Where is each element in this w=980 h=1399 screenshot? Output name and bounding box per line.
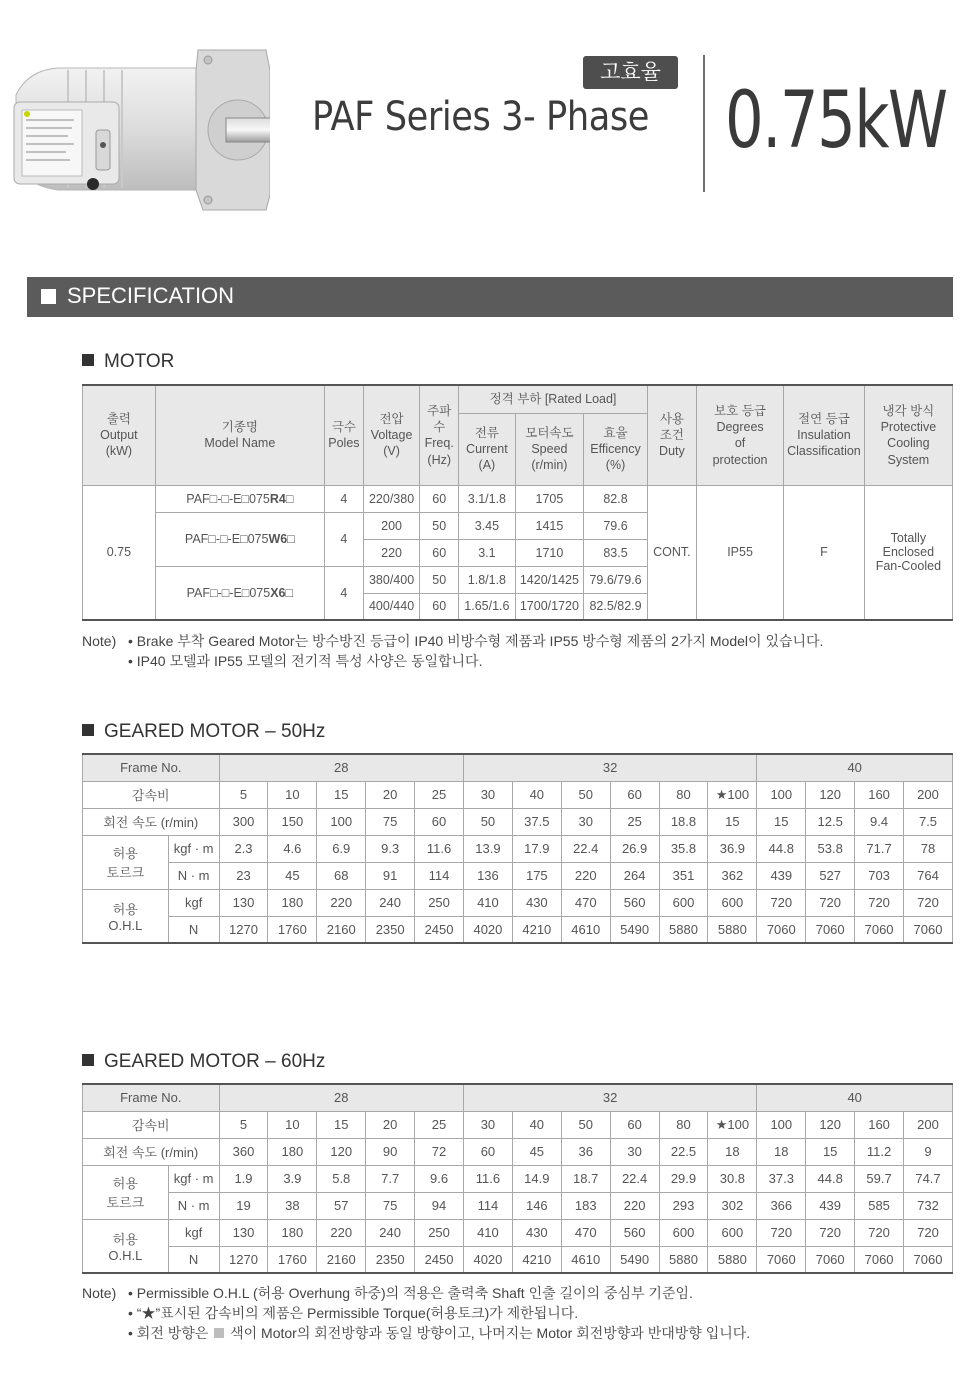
torque-kgfm-value: 9.3	[366, 835, 415, 862]
speed-value: 9	[904, 1138, 953, 1165]
torque-kgfm-value: 37.3	[757, 1165, 806, 1192]
poles-value: 4	[324, 566, 363, 620]
ohl-n-value: 5880	[659, 1246, 708, 1273]
motor-note: Note) • Brake 부착 Geared Motor는 방수방진 등급이 IP40 비방수형 제품과 IP55 방수형 제품의 2가지 Model이 있습니다. • IP40 모델과 IP55 모델의 전기적 특성 사양은 동일합니다.	[82, 633, 824, 669]
ratio-value: 15	[317, 781, 366, 808]
ohl-kgf-value: 600	[708, 1219, 757, 1246]
torque-kgfm-value: 9.6	[415, 1165, 464, 1192]
torque-kgfm-value: 22.4	[610, 1165, 659, 1192]
speed-value: 9.4	[855, 808, 904, 835]
ratio-value: 30	[463, 781, 512, 808]
ohl-kgf-value: 720	[806, 1219, 855, 1246]
model-name: PAF□-□-E□075X6□	[155, 566, 324, 620]
ohl-n-value: 5490	[610, 916, 659, 943]
ohl-n-value: 4610	[561, 1246, 610, 1273]
duty-value: CONT.	[647, 485, 696, 620]
torque-nm-value: 585	[855, 1192, 904, 1219]
ohl-n-value: 7060	[904, 1246, 953, 1273]
torque-nm-value: 94	[415, 1192, 464, 1219]
ohl-kgf-value: 470	[561, 1219, 610, 1246]
torque-kgfm-value: 29.9	[659, 1165, 708, 1192]
torque-kgfm-value: 36.9	[708, 835, 757, 862]
ohl-n-value: 7060	[757, 916, 806, 943]
torque-nm-value: 220	[561, 862, 610, 889]
torque-kgfm-value: 14.9	[512, 1165, 561, 1192]
speed-value: 90	[366, 1138, 415, 1165]
specification-title: SPECIFICATION	[67, 283, 235, 308]
square-bullet-icon	[82, 354, 94, 366]
freq-value: 60	[420, 593, 459, 620]
speed-value: 7.5	[904, 808, 953, 835]
ohl-kgf-value: 430	[512, 1219, 561, 1246]
header-current: 전류 Current (A)	[459, 413, 515, 485]
current-value: 3.1	[459, 539, 515, 566]
ratio-value: 120	[806, 781, 855, 808]
torque-nm-value: 175	[512, 862, 561, 889]
ratio-value: 60	[610, 781, 659, 808]
ohl-kgf-value: 130	[219, 889, 268, 916]
ohl-n-value: 5880	[659, 916, 708, 943]
ohl-kgf-value: 720	[757, 889, 806, 916]
torque-nm-value: 57	[317, 1192, 366, 1219]
speed-value: 50	[463, 808, 512, 835]
ohl-n-value: 1270	[219, 1246, 268, 1273]
torque-nm-value: 732	[904, 1192, 953, 1219]
speed-value: 11.2	[855, 1138, 904, 1165]
frame-32: 32	[463, 1084, 756, 1111]
ratio-value: 200	[904, 781, 953, 808]
ohl-n-value: 2350	[366, 916, 415, 943]
torque-nm-value: 19	[219, 1192, 268, 1219]
ratio-label: 감속비	[83, 1111, 220, 1138]
torque-nm-value: 527	[806, 862, 855, 889]
ratio-value: 60	[610, 1111, 659, 1138]
ratio-value: 30	[463, 1111, 512, 1138]
ohl-kgf-value: 430	[512, 889, 561, 916]
torque-kgfm-value: 13.9	[463, 835, 512, 862]
ratio-value: 50	[561, 1111, 610, 1138]
model-name: PAF□-□-E□075W6□	[155, 512, 324, 566]
freq-value: 60	[420, 485, 459, 512]
speed-value: 36	[561, 1138, 610, 1165]
torque-kgfm-value: 5.8	[317, 1165, 366, 1192]
header-rated-load: 정격 부하 [Rated Load]	[459, 385, 648, 413]
efficiency-value: 79.6/79.6	[584, 566, 648, 593]
speed-value: 120	[317, 1138, 366, 1165]
ohl-kgf-value: 720	[855, 1219, 904, 1246]
insulation-value: F	[784, 485, 865, 620]
ohl-kgf-value: 720	[855, 889, 904, 916]
torque-kgfm-value: 59.7	[855, 1165, 904, 1192]
ratio-value: 20	[366, 781, 415, 808]
ohl-n-value: 5880	[708, 916, 757, 943]
speed-value: 1710	[515, 539, 584, 566]
ratio-value: 10	[268, 781, 317, 808]
ohl-kgf-value: 470	[561, 889, 610, 916]
ohl-kgf-value: 130	[219, 1219, 268, 1246]
ratio-value: ★100	[708, 1111, 757, 1138]
header-cooling: 냉각 방식 Protective Cooling System	[864, 385, 952, 485]
ohl-n-value: 5490	[610, 1246, 659, 1273]
header-poles: 극수 Poles	[324, 385, 363, 485]
ohl-n-value: 2450	[415, 1246, 464, 1273]
ohl-kgf-value: 410	[463, 1219, 512, 1246]
gray-square-icon	[214, 1328, 224, 1338]
speed-value: 180	[268, 1138, 317, 1165]
speed-value: 15	[806, 1138, 855, 1165]
speed-value: 45	[512, 1138, 561, 1165]
speed-value: 1420/1425	[515, 566, 584, 593]
geared-motor-50hz-table	[82, 753, 953, 944]
ohl-n-value: 7060	[757, 1246, 806, 1273]
square-bullet-icon	[82, 724, 94, 736]
ratio-value: 40	[512, 1111, 561, 1138]
torque-nm-value: 45	[268, 862, 317, 889]
geared-motor-60hz-table	[82, 1083, 953, 1274]
geared-60hz-heading: GEARED MOTOR – 60Hz	[82, 1051, 325, 1073]
current-value: 1.65/1.6	[459, 593, 515, 620]
freq-value: 50	[420, 512, 459, 539]
motor-section-heading: MOTOR	[82, 351, 174, 373]
torque-nm-unit: N · m	[168, 862, 219, 889]
ratio-value: 200	[904, 1111, 953, 1138]
specification-bar	[27, 277, 953, 317]
ohl-kgf-value: 180	[268, 889, 317, 916]
torque-nm-value: 75	[366, 1192, 415, 1219]
speed-value: 30	[561, 808, 610, 835]
ohl-n-value: 7060	[904, 916, 953, 943]
ohl-kgf-value: 250	[415, 889, 464, 916]
ohl-kgf-value: 720	[904, 1219, 953, 1246]
torque-nm-value: 38	[268, 1192, 317, 1219]
torque-nm-value: 366	[757, 1192, 806, 1219]
header-output: 출력 Output (kW)	[83, 385, 156, 485]
ohl-n-value: 7060	[806, 1246, 855, 1273]
header-divider	[703, 55, 705, 192]
speed-value: 15	[708, 808, 757, 835]
speed-label: 회전 속도 (r/min)	[83, 1138, 220, 1165]
torque-label: 허용 토르크	[83, 835, 169, 889]
torque-kgfm-value: 17.9	[512, 835, 561, 862]
speed-label: 회전 속도 (r/min)	[83, 808, 220, 835]
ohl-n-value: 2450	[415, 916, 464, 943]
ohl-n-value: 5880	[708, 1246, 757, 1273]
torque-kgfm-value: 6.9	[317, 835, 366, 862]
torque-kgfm-value: 44.8	[757, 835, 806, 862]
frame-no-label: Frame No.	[83, 754, 220, 781]
ohl-kgf-unit: kgf	[168, 1219, 219, 1246]
ratio-value: 25	[415, 1111, 464, 1138]
torque-kgfm-value: 18.7	[561, 1165, 610, 1192]
header-frequency: 주파수 Freq. (Hz)	[420, 385, 459, 485]
speed-value: 25	[610, 808, 659, 835]
header-model-name: 기종명 Model Name	[155, 385, 324, 485]
ohl-kgf-value: 560	[610, 889, 659, 916]
poles-value: 4	[324, 512, 363, 566]
voltage-value: 200	[363, 512, 419, 539]
power-rating: 0.75kW	[725, 76, 947, 166]
frame-no-label: Frame No.	[83, 1084, 220, 1111]
ohl-n-value: 2160	[317, 916, 366, 943]
torque-kgfm-value: 71.7	[855, 835, 904, 862]
freq-value: 60	[420, 539, 459, 566]
speed-value: 1415	[515, 512, 584, 539]
ratio-label: 감속비	[83, 781, 220, 808]
series-title: PAF Series 3- Phase	[312, 94, 649, 140]
ratio-value: 5	[219, 1111, 268, 1138]
ohl-kgf-value: 720	[806, 889, 855, 916]
torque-nm-value: 302	[708, 1192, 757, 1219]
frame-40: 40	[757, 754, 953, 781]
speed-value: 300	[219, 808, 268, 835]
ohl-n-value: 1760	[268, 916, 317, 943]
current-value: 3.1/1.8	[459, 485, 515, 512]
ratio-value: 10	[268, 1111, 317, 1138]
torque-kgfm-unit: kgf · m	[168, 1165, 219, 1192]
ohl-n-unit: N	[168, 916, 219, 943]
frame-32: 32	[463, 754, 756, 781]
ohl-n-value: 1270	[219, 916, 268, 943]
ratio-value: 15	[317, 1111, 366, 1138]
torque-nm-value: 91	[366, 862, 415, 889]
header-insulation: 절연 등급 Insulation Classification	[784, 385, 865, 485]
ohl-kgf-value: 600	[659, 1219, 708, 1246]
torque-nm-value: 136	[463, 862, 512, 889]
torque-nm-unit: N · m	[168, 1192, 219, 1219]
geared-motor-image	[8, 40, 270, 218]
ohl-kgf-value: 240	[366, 889, 415, 916]
ohl-n-value: 4020	[463, 1246, 512, 1273]
torque-nm-value: 439	[757, 862, 806, 889]
cooling-value: Totally Enclosed Fan-Cooled	[864, 485, 952, 620]
speed-value: 60	[415, 808, 464, 835]
ohl-kgf-value: 220	[317, 889, 366, 916]
square-bullet-icon	[82, 1054, 94, 1066]
torque-nm-value: 146	[512, 1192, 561, 1219]
speed-value: 1700/1720	[515, 593, 584, 620]
ohl-n-value: 4210	[512, 916, 561, 943]
frame-28: 28	[219, 754, 463, 781]
ohl-n-value: 2160	[317, 1246, 366, 1273]
header-efficiency: 효율 Efficency (%)	[584, 413, 648, 485]
ohl-kgf-value: 410	[463, 889, 512, 916]
torque-kgfm-value: 7.7	[366, 1165, 415, 1192]
ohl-kgf-value: 720	[757, 1219, 806, 1246]
speed-value: 18	[757, 1138, 806, 1165]
motor-spec-table	[82, 384, 953, 621]
current-value: 1.8/1.8	[459, 566, 515, 593]
current-value: 3.45	[459, 512, 515, 539]
model-name: PAF□-□-E□075R4□	[155, 485, 324, 512]
torque-nm-value: 183	[561, 1192, 610, 1219]
ohl-n-value: 7060	[855, 1246, 904, 1273]
speed-value: 100	[317, 808, 366, 835]
header-protection: 보호 등급 Degrees of protection	[697, 385, 784, 485]
ohl-n-value: 7060	[806, 916, 855, 943]
efficiency-value: 83.5	[584, 539, 648, 566]
torque-kgfm-value: 22.4	[561, 835, 610, 862]
torque-kgfm-value: 44.8	[806, 1165, 855, 1192]
ratio-value: ★100	[708, 781, 757, 808]
ohl-kgf-value: 220	[317, 1219, 366, 1246]
speed-value: 30	[610, 1138, 659, 1165]
ratio-value: 100	[757, 781, 806, 808]
ohl-kgf-value: 250	[415, 1219, 464, 1246]
efficiency-value: 79.6	[584, 512, 648, 539]
torque-nm-value: 264	[610, 862, 659, 889]
ohl-n-value: 4610	[561, 916, 610, 943]
speed-value: 18.8	[659, 808, 708, 835]
torque-nm-value: 362	[708, 862, 757, 889]
ohl-n-value: 7060	[855, 916, 904, 943]
ratio-value: 20	[366, 1111, 415, 1138]
torque-kgfm-value: 53.8	[806, 835, 855, 862]
ohl-n-value: 2350	[366, 1246, 415, 1273]
output-value: 0.75	[83, 485, 156, 620]
ohl-kgf-value: 560	[610, 1219, 659, 1246]
torque-nm-value: 351	[659, 862, 708, 889]
frame-28: 28	[219, 1084, 463, 1111]
bottom-note: Note) • Permissible O.H.L (허용 Overhung 하중)의 적용은 출력축 Shaft 인출 길이의 중심부 기준임. • “★”표시된 감속비의 제품은 Permissible Torque(허용토크)가 제한됩니다. • 회전 방향은 색이 Motor의 회전방향과 동일 방향이고, 나머지는 Motor 회전방향과 반대방향 입니다.	[82, 1285, 751, 1341]
torque-nm-value: 439	[806, 1192, 855, 1219]
speed-value: 72	[415, 1138, 464, 1165]
speed-value: 15	[757, 808, 806, 835]
speed-value: 150	[268, 808, 317, 835]
speed-value: 18	[708, 1138, 757, 1165]
ohl-kgf-value: 240	[366, 1219, 415, 1246]
ohl-n-value: 4210	[512, 1246, 561, 1273]
torque-nm-value: 703	[855, 862, 904, 889]
torque-kgfm-value: 3.9	[268, 1165, 317, 1192]
speed-value: 1705	[515, 485, 584, 512]
torque-kgfm-value: 2.3	[219, 835, 268, 862]
speed-value: 360	[219, 1138, 268, 1165]
ohl-kgf-value: 600	[708, 889, 757, 916]
speed-value: 22.5	[659, 1138, 708, 1165]
voltage-value: 400/440	[363, 593, 419, 620]
header-duty: 사용 조건 Duty	[647, 385, 696, 485]
ohl-n-unit: N	[168, 1246, 219, 1273]
voltage-value: 220	[363, 539, 419, 566]
torque-nm-value: 68	[317, 862, 366, 889]
voltage-value: 220/380	[363, 485, 419, 512]
speed-value: 60	[463, 1138, 512, 1165]
torque-kgfm-value: 30.8	[708, 1165, 757, 1192]
torque-nm-value: 114	[415, 862, 464, 889]
ohl-kgf-value: 720	[904, 889, 953, 916]
poles-value: 4	[324, 485, 363, 512]
ohl-kgf-unit: kgf	[168, 889, 219, 916]
ratio-value: 160	[855, 781, 904, 808]
ohl-label: 허용 O.H.L	[83, 889, 169, 943]
torque-kgfm-value: 11.6	[463, 1165, 512, 1192]
header-speed: 모터속도 Speed (r/min)	[515, 413, 584, 485]
ratio-value: 120	[806, 1111, 855, 1138]
voltage-value: 380/400	[363, 566, 419, 593]
geared-50hz-heading: GEARED MOTOR – 50Hz	[82, 721, 325, 743]
efficiency-value: 82.8	[584, 485, 648, 512]
torque-nm-value: 764	[904, 862, 953, 889]
freq-value: 50	[420, 566, 459, 593]
speed-value: 75	[366, 808, 415, 835]
torque-kgfm-value: 26.9	[610, 835, 659, 862]
torque-kgfm-value: 1.9	[219, 1165, 268, 1192]
high-efficiency-badge: 고효율	[583, 56, 678, 89]
speed-value: 37.5	[512, 808, 561, 835]
ratio-value: 80	[659, 1111, 708, 1138]
ratio-value: 25	[415, 781, 464, 808]
torque-kgfm-value: 74.7	[904, 1165, 953, 1192]
torque-nm-value: 114	[463, 1192, 512, 1219]
torque-nm-value: 220	[610, 1192, 659, 1219]
ratio-value: 100	[757, 1111, 806, 1138]
efficiency-value: 82.5/82.9	[584, 593, 648, 620]
torque-kgfm-value: 35.8	[659, 835, 708, 862]
torque-kgfm-unit: kgf · m	[168, 835, 219, 862]
header-voltage: 전압 Voltage (V)	[363, 385, 419, 485]
ratio-value: 40	[512, 781, 561, 808]
speed-value: 12.5	[806, 808, 855, 835]
ratio-value: 5	[219, 781, 268, 808]
protection-value: IP55	[697, 485, 784, 620]
torque-label: 허용 토르크	[83, 1165, 169, 1219]
torque-kgfm-value: 4.6	[268, 835, 317, 862]
torque-nm-value: 293	[659, 1192, 708, 1219]
torque-nm-value: 23	[219, 862, 268, 889]
torque-kgfm-value: 11.6	[415, 835, 464, 862]
ohl-n-value: 4020	[463, 916, 512, 943]
frame-40: 40	[757, 1084, 953, 1111]
ohl-kgf-value: 180	[268, 1219, 317, 1246]
square-bullet-icon	[41, 289, 56, 304]
ohl-label: 허용 O.H.L	[83, 1219, 169, 1273]
ratio-value: 80	[659, 781, 708, 808]
ohl-n-value: 1760	[268, 1246, 317, 1273]
torque-kgfm-value: 78	[904, 835, 953, 862]
ohl-kgf-value: 600	[659, 889, 708, 916]
ratio-value: 50	[561, 781, 610, 808]
ratio-value: 160	[855, 1111, 904, 1138]
